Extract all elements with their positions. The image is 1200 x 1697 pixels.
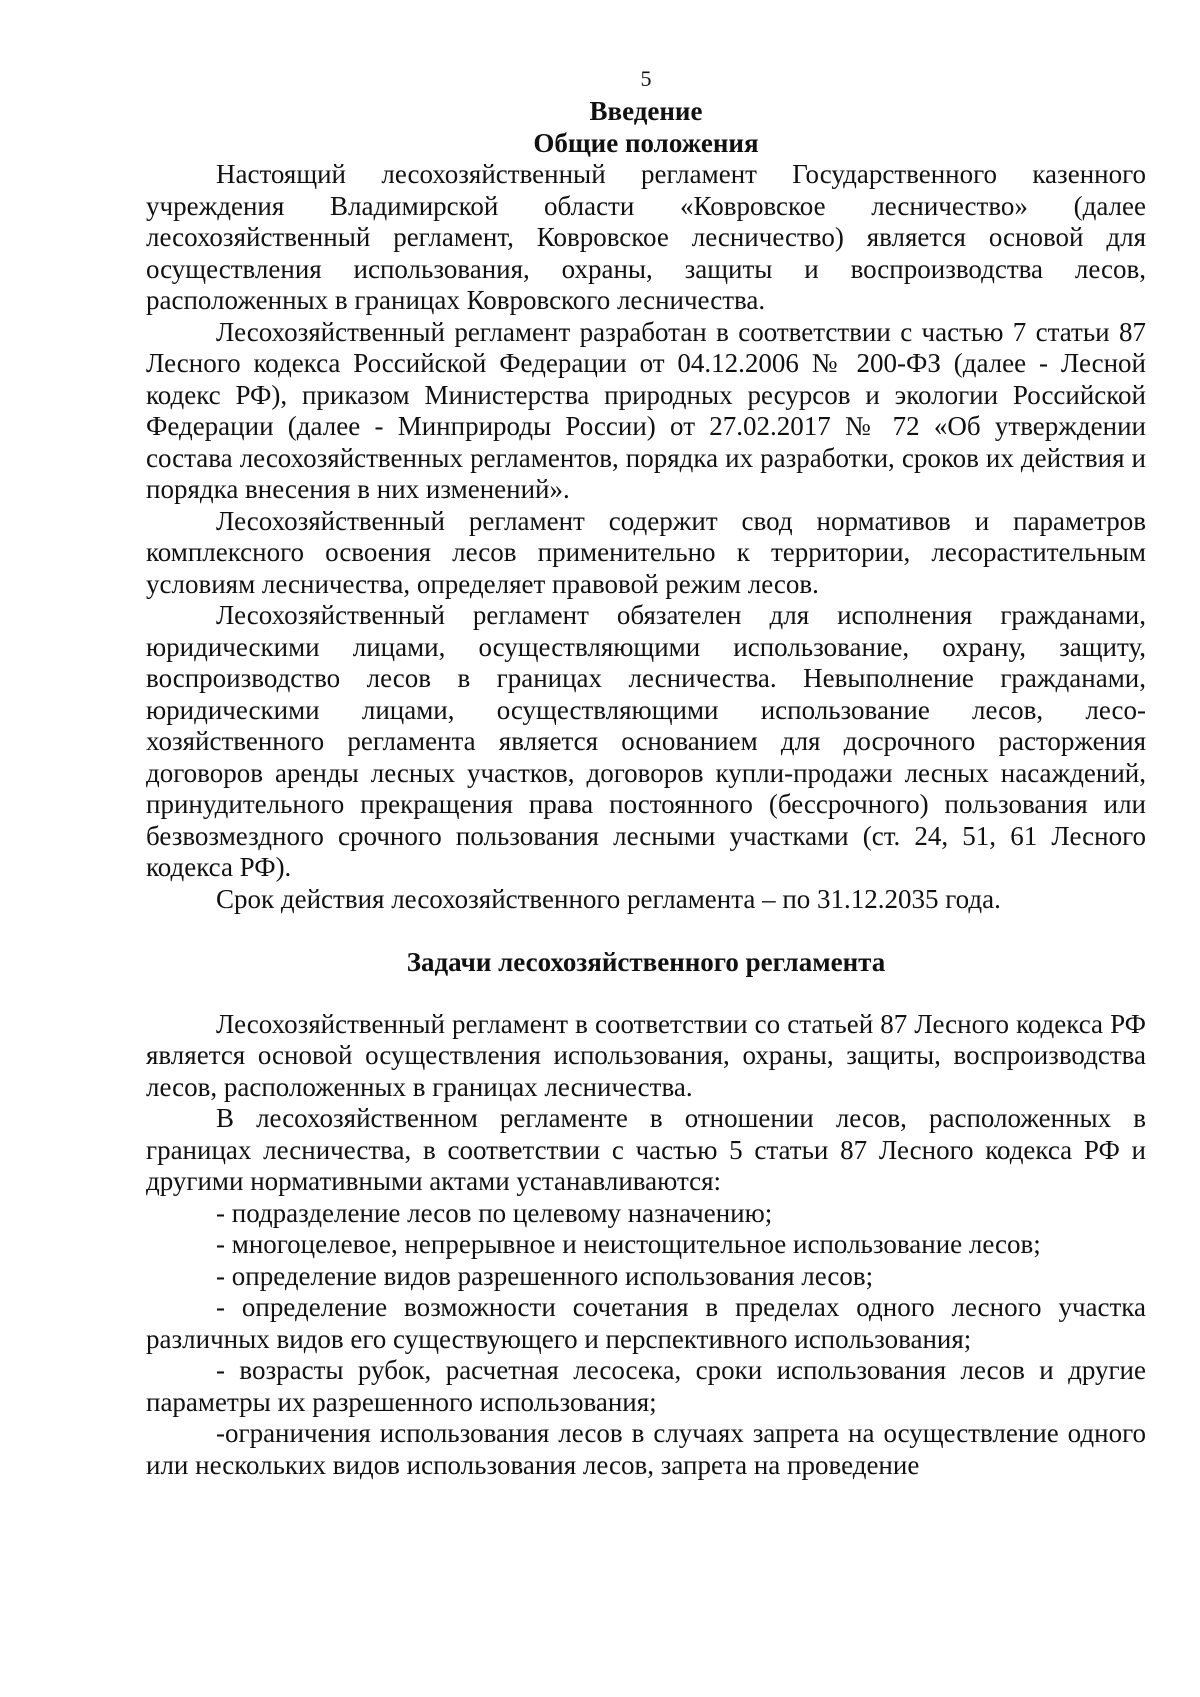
paragraph: Лесохозяйственный регламент содержит свод нормативов и параметров комплексного освоения лесов применительно к территории, лесорастительным условиям лесничества, определяет правовой режим лесов. bbox=[146, 505, 1146, 599]
list-item: - подразделение лесов по целевому назначению; bbox=[216, 1197, 773, 1228]
page-number: 5 bbox=[640, 66, 652, 91]
list-item: -ограничения использования лесов в случаях запрета на осуществление одного или нескольких видов использования лесов, запрета на проведение bbox=[146, 1418, 1146, 1480]
list-item: - определение видов разрешенного использования лесов; bbox=[216, 1260, 874, 1291]
paragraph: Срок действия лесохозяйственного регламента – по 31.12.2035 года. bbox=[216, 883, 1001, 914]
paragraph: В лесохозяйственном регламенте в отношении лесов, расположенных в границах лесничества, в соответствии с частью 5 статьи 87 Лесного кодекса РФ и другими нормативными актами устанавливаются: bbox=[146, 1103, 1146, 1196]
paragraph: Лесохозяйственный регламент разработан в соответствии с частью 7 статьи 87 Лесного кодекса Российской Федерации от 04.12.2006 № 200-ФЗ (далее - Лесной кодекс РФ), приказом Министерства природных ресурсов и экологии Российской Федерации (далее - Минприроды России) от 27.02.2017 № 72 «Об утверждении состава лесохозяйственных регламентов, порядка их разработки, сроков их действия и порядка внесения в них изменений». bbox=[146, 316, 1146, 504]
list-item: - определение возможности сочетания в пределах одного лесного участка различных видов его существующего и перспективного использования; bbox=[146, 1292, 1146, 1354]
document-page bbox=[146, 66, 1146, 1481]
heading-regulation-tasks: Задачи лесохозяйственного регламента bbox=[406, 947, 886, 977]
paragraph: Лесохозяйственный регламент в соответствии со статьей 87 Лесного кодекса РФ является основой осуществления использования, охраны, защиты, воспроизводства лесов, расположенных в границах лесничества. bbox=[146, 1008, 1146, 1102]
paragraph: Настоящий лесохозяйственный регламент Государственного казенного учреждения Владимирской области «Ковровское лесничество» (далее лесохозяйственный регламент, Ковровское лесничество) является основой для осуществления использования, охраны, защиты и воспроизводства лесов, расположенных в границах Ковровского лесничества. bbox=[146, 159, 1146, 315]
heading-introduction: Введение bbox=[589, 96, 703, 126]
list-item: - многоцелевое, непрерывное и неистощительное использование лесов; bbox=[216, 1229, 1041, 1259]
heading-general-provisions: Общие положения bbox=[533, 127, 759, 158]
list-item: - возрасты рубок, расчетная лесосека, сроки использования лесов и другие параметры их разрешенного использования; bbox=[146, 1355, 1146, 1417]
paragraph: Лесохозяйственный регламент обязателен для исполнения гражданами, юридическими лицами, осуществляющими использование, охрану, защиту, воспроизводство лесов в границах лесничества. Невыполнение гражданами, юридическими лицами, осуществляющими использование лесов, лесо-хозяйственного регламента является основанием для досрочного расторжения договоров аренды лесных участков, договоров купли-продажи лесных насаждений, принудительного прекращения права постоянного (бессрочного) пользования или безвозмездного срочного пользования лесными участками (ст. 24, 51, 61 Лесного кодекса РФ). bbox=[146, 600, 1146, 882]
